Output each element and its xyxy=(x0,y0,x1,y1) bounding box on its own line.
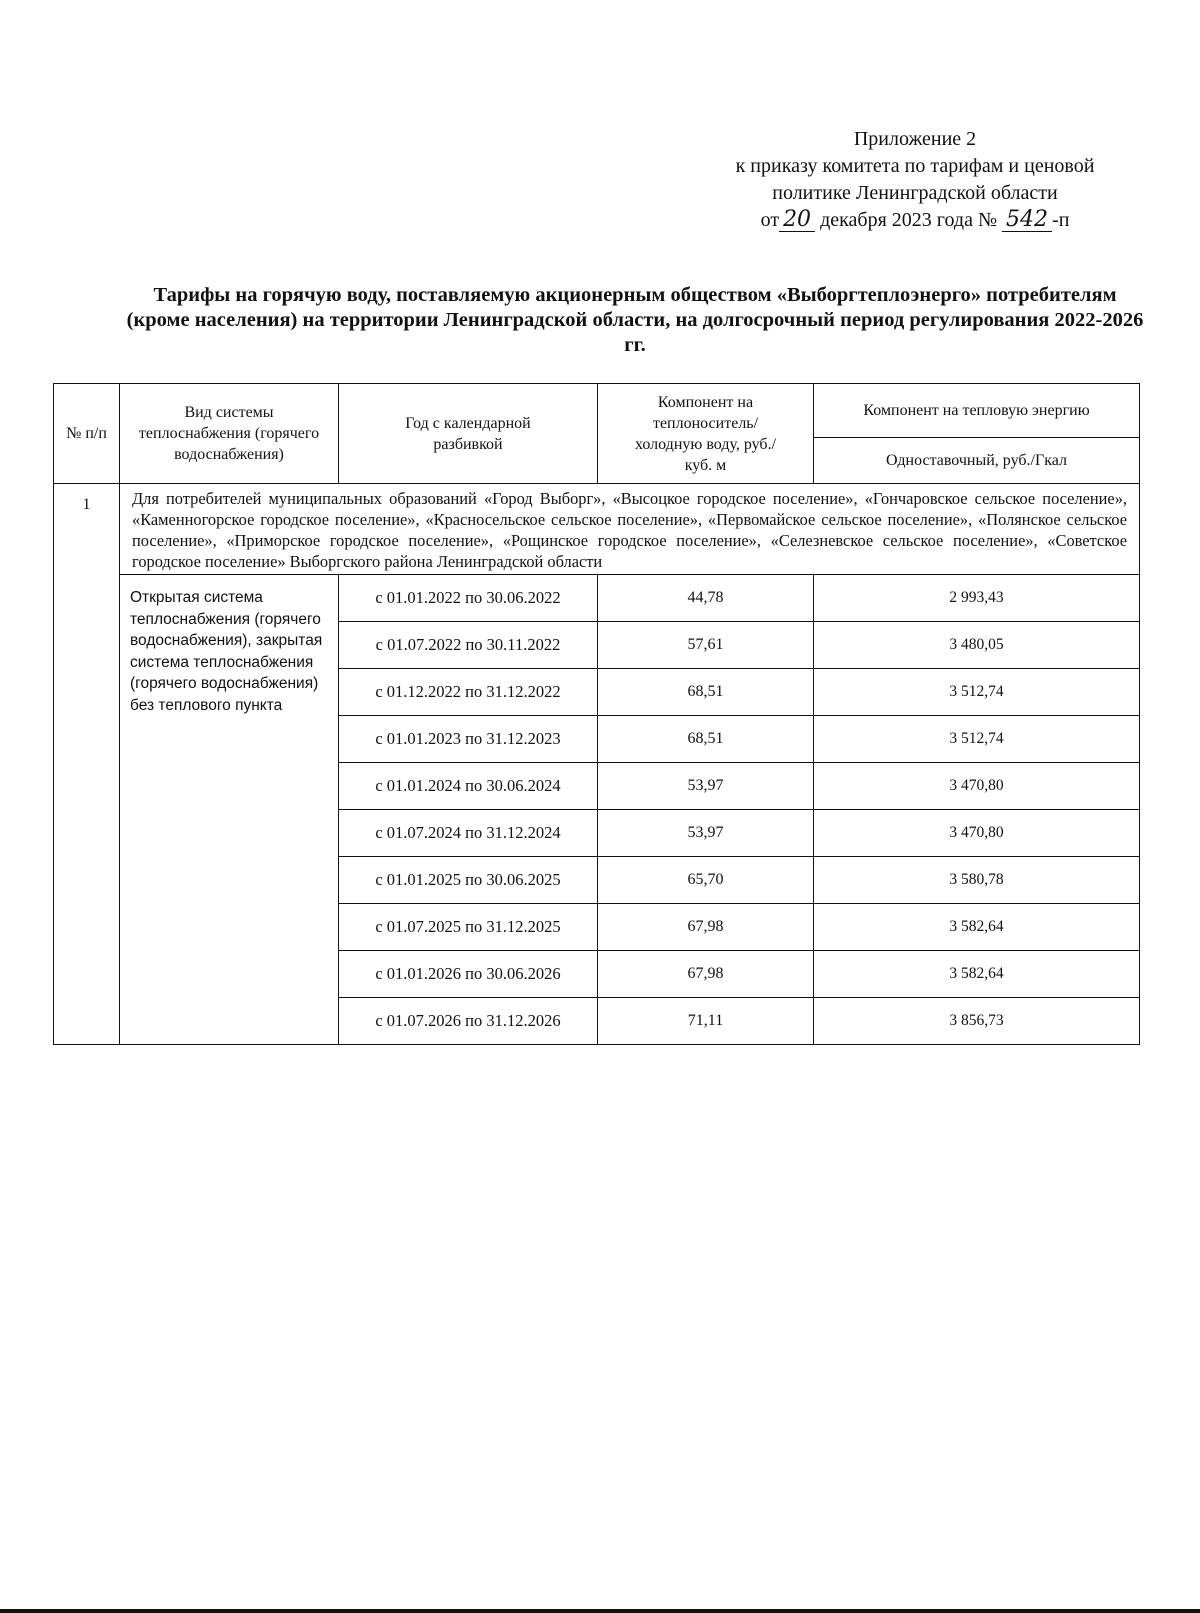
appendix-order-line: к приказу комитета по тарифам и ценовой xyxy=(735,155,1095,177)
period-cell: с 01.07.2022 по 30.11.2022 xyxy=(339,622,598,669)
heat-cell: 3 480,05 xyxy=(814,622,1140,669)
heat-cell: 3 470,80 xyxy=(814,810,1140,857)
handwritten-order-number: 542 xyxy=(1002,209,1052,232)
date-month-year: декабря 2023 года № xyxy=(820,209,998,231)
appendix-date-line xyxy=(690,207,1140,234)
period-cell: с 01.01.2022 по 30.06.2022 xyxy=(339,575,598,622)
period-cell: с 01.01.2023 по 31.12.2023 xyxy=(339,716,598,763)
table-body xyxy=(54,484,1140,1045)
group-row xyxy=(54,484,1140,575)
period-cell: с 01.12.2022 по 31.12.2022 xyxy=(339,669,598,716)
period-cell: с 01.07.2025 по 31.12.2025 xyxy=(339,904,598,951)
header-num: № п/п xyxy=(54,384,120,484)
coolant-cell: 68,51 xyxy=(598,716,814,763)
group-number: 1 xyxy=(54,484,120,1045)
coolant-cell: 71,11 xyxy=(598,998,814,1045)
appendix-header xyxy=(690,126,1140,234)
coolant-cell: 67,98 xyxy=(598,951,814,998)
coolant-cell: 53,97 xyxy=(598,763,814,810)
appendix-title: Приложение 2 xyxy=(853,128,977,150)
header-system: Вид системы теплоснабжения (горячего водоснабжения) xyxy=(120,384,339,484)
period-cell: с 01.01.2026 по 30.06.2026 xyxy=(339,951,598,998)
header-coolant: Компонент на теплоноситель/ холодную воду, руб./куб. м xyxy=(598,384,814,484)
header-period: Год с календарной разбивкой xyxy=(339,384,598,484)
system-type: Открытая система теплоснабжения (горячего водоснабжения), закрытая система теплоснабжения (горячего водоснабжения) без теплового пункта xyxy=(120,575,339,1045)
heat-cell: 3 512,74 xyxy=(814,669,1140,716)
heat-cell: 2 993,43 xyxy=(814,575,1140,622)
tariff-table xyxy=(53,383,1140,1045)
header-heat: Компонент на тепловую энергию xyxy=(814,384,1140,438)
period-cell: с 01.01.2025 по 30.06.2025 xyxy=(339,857,598,904)
scan-edge-line xyxy=(0,1609,1200,1613)
heat-cell: 3 856,73 xyxy=(814,998,1140,1045)
document-title: Тарифы на горячую воду, поставляемую акционерным обществом «Выборгтеплоэнерго» потребителям (кроме населения) на территории Ленинградской области, на долгосрочный период регулирования 2022-2026 гг. xyxy=(126,284,1144,356)
period-cell: с 01.07.2024 по 31.12.2024 xyxy=(339,810,598,857)
header-heat-sub: Одноставочный, руб./Гкал xyxy=(814,438,1140,484)
group-description: Для потребителей муниципальных образований «Город Выборг», «Высоцкое городское поселение», «Гончаровское сельское поселение», «Каменногорское городское поселение», «Красносельское сельское поселение», «Первомайское сельское поселение», «Полянское сельское поселение», «Приморское городское поселение», «Рощинское городское поселение», «Селезневское сельское поселение», «Советское городское поселение» Выборгского района Ленинградской области xyxy=(120,484,1140,575)
appendix-committee-line: политике Ленинградской области xyxy=(772,182,1058,204)
handwritten-day: 20 xyxy=(779,209,815,232)
coolant-cell: 53,97 xyxy=(598,810,814,857)
coolant-cell: 68,51 xyxy=(598,669,814,716)
date-prefix: от xyxy=(760,209,780,231)
heat-cell: 3 582,64 xyxy=(814,951,1140,998)
period-cell: с 01.07.2026 по 31.12.2026 xyxy=(339,998,598,1045)
coolant-cell: 44,78 xyxy=(598,575,814,622)
coolant-cell: 57,61 xyxy=(598,622,814,669)
heat-cell: 3 582,64 xyxy=(814,904,1140,951)
period-cell: с 01.01.2024 по 30.06.2024 xyxy=(339,763,598,810)
heat-cell: 3 470,80 xyxy=(814,763,1140,810)
coolant-cell: 67,98 xyxy=(598,904,814,951)
order-suffix: -п xyxy=(1052,209,1070,231)
heat-cell: 3 580,78 xyxy=(814,857,1140,904)
heat-cell: 3 512,74 xyxy=(814,716,1140,763)
coolant-cell: 65,70 xyxy=(598,857,814,904)
